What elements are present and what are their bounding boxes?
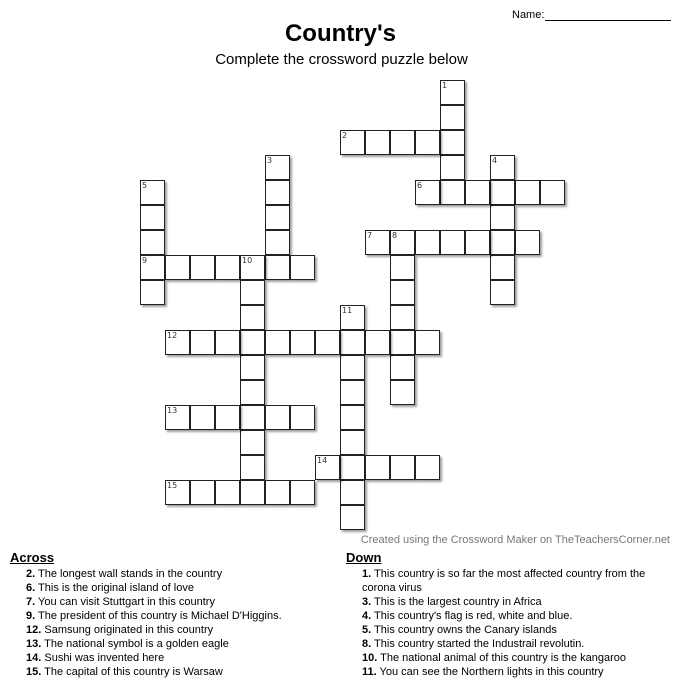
grid-cell[interactable] (140, 280, 165, 305)
across-clue-number: 13. (26, 638, 42, 650)
name-label: Name: (512, 9, 545, 21)
grid-cell[interactable] (490, 205, 515, 230)
grid-cell[interactable] (440, 155, 465, 180)
across-clue (10, 651, 330, 665)
clue-number-label: 8 (392, 231, 398, 240)
across-clue (10, 665, 330, 679)
clue-number-label: 14 (317, 456, 328, 465)
clue-number-label: 3 (267, 156, 273, 165)
across-heading: Across (10, 550, 55, 565)
down-clue-number: 11. (362, 666, 377, 678)
grid-cell[interactable] (140, 205, 165, 230)
down-clue (346, 609, 676, 623)
clue-number-label: 1 (442, 81, 448, 90)
grid-cell[interactable] (240, 330, 265, 355)
down-clue-number: 4. (362, 610, 372, 622)
down-clue-number: 5. (362, 624, 372, 636)
grid-cell[interactable] (365, 330, 390, 355)
across-clue-text: This is the original island of love (38, 582, 194, 594)
grid-cell[interactable] (140, 230, 165, 255)
clue-number-label: 2 (342, 131, 348, 140)
grid-cell[interactable] (265, 480, 290, 505)
across-clue-number: 9. (26, 610, 36, 622)
down-clue-text: This country is so far the most affected country from the corona virus (362, 568, 646, 594)
grid-cell[interactable] (290, 480, 315, 505)
down-clue (346, 637, 676, 651)
grid-cell[interactable] (465, 230, 490, 255)
across-clue (10, 609, 330, 623)
clue-number-label: 15 (167, 481, 178, 490)
clue-number-label: 10 (242, 256, 253, 265)
grid-cell[interactable] (365, 130, 390, 155)
grid-cell[interactable] (315, 330, 340, 355)
across-clue-text: The president of this country is Michael D'Higgins. (38, 610, 282, 622)
grid-cell[interactable] (365, 455, 390, 480)
grid-cell[interactable] (240, 380, 265, 405)
grid-cell[interactable] (465, 180, 490, 205)
grid-cell[interactable] (390, 380, 415, 405)
grid-cell[interactable] (265, 230, 290, 255)
across-clue-number: 2. (26, 568, 36, 580)
grid-cell[interactable] (390, 330, 415, 355)
down-clue (346, 665, 676, 679)
across-clue-number: 14. (26, 652, 42, 664)
grid-cell[interactable] (240, 280, 265, 305)
grid-cell[interactable] (515, 180, 540, 205)
grid-cell[interactable] (265, 330, 290, 355)
grid-cell[interactable] (340, 430, 365, 455)
grid-cell[interactable] (540, 180, 565, 205)
credit-text: Created using the Crossword Maker on TheTeachersCorner.net (360, 534, 670, 546)
down-clue-text: The national animal of this country is the kangaroo (380, 652, 626, 664)
down-clue (346, 623, 676, 637)
grid-cell[interactable] (390, 305, 415, 330)
grid-cell[interactable] (290, 405, 315, 430)
grid-cell[interactable] (190, 480, 215, 505)
grid-cell[interactable] (265, 180, 290, 205)
grid-cell[interactable] (440, 180, 465, 205)
across-clue-text: Samsung originated in this country (44, 624, 214, 636)
grid-cell[interactable] (415, 130, 440, 155)
across-clue-number: 6. (26, 582, 36, 594)
across-clue-number: 12. (26, 624, 42, 636)
grid-cell[interactable] (265, 255, 290, 280)
down-clue-number: 8. (362, 638, 372, 650)
grid-cell[interactable] (240, 480, 265, 505)
grid-cell[interactable] (440, 105, 465, 130)
grid-cell[interactable] (490, 230, 515, 255)
down-clue-text: This country owns the Canary islands (374, 624, 557, 636)
grid-cell[interactable] (290, 330, 315, 355)
grid-cell[interactable] (490, 255, 515, 280)
across-clue-number: 15. (26, 666, 42, 678)
down-clue-number: 3. (362, 596, 372, 608)
grid-cell[interactable] (240, 305, 265, 330)
down-clue-text: You can see the Northern lights in this country (379, 666, 604, 678)
down-clue-number: 10. (362, 652, 378, 664)
across-clue (10, 595, 330, 609)
grid-cell[interactable] (390, 280, 415, 305)
grid-cell[interactable] (515, 230, 540, 255)
across-clue-text: The longest wall stands in the country (38, 568, 223, 580)
grid-cell[interactable] (265, 205, 290, 230)
clue-number-label: 4 (492, 156, 498, 165)
grid-cell[interactable] (215, 255, 240, 280)
across-clue-text: The national symbol is a golden eagle (44, 638, 229, 650)
grid-cell[interactable] (340, 480, 365, 505)
across-clue-text: Sushi was invented here (44, 652, 165, 664)
across-clue (10, 637, 330, 651)
grid-cell[interactable] (390, 130, 415, 155)
grid-cell[interactable] (265, 405, 290, 430)
grid-cell[interactable] (340, 405, 365, 430)
down-clues (346, 550, 676, 679)
grid-cell[interactable] (190, 405, 215, 430)
grid-cell[interactable] (240, 430, 265, 455)
grid-cell[interactable] (240, 405, 265, 430)
grid-cell[interactable] (490, 280, 515, 305)
grid-cell[interactable] (215, 480, 240, 505)
clue-number-label: 11 (342, 306, 353, 315)
grid-cell[interactable] (415, 330, 440, 355)
grid-cell[interactable] (215, 405, 240, 430)
grid-cell[interactable] (340, 455, 365, 480)
across-clue-number: 7. (26, 596, 36, 608)
down-heading: Down (346, 550, 382, 565)
across-clues (10, 550, 330, 679)
grid-cell[interactable] (440, 230, 465, 255)
across-clue-text: The capital of this country is Warsaw (44, 666, 223, 678)
grid-cell[interactable] (290, 255, 315, 280)
grid-cell[interactable] (215, 330, 240, 355)
across-clue-text: You can visit Stuttgart in this country (38, 596, 215, 608)
down-clue-number: 1. (362, 568, 372, 580)
puzzle-subtitle: Complete the crossword puzzle below (215, 51, 468, 68)
grid-cell[interactable] (415, 230, 440, 255)
down-clue-text: This is the largest country in Africa (374, 596, 542, 608)
grid-cell[interactable] (340, 355, 365, 380)
across-clue (10, 567, 330, 581)
clue-number-label: 6 (417, 181, 423, 190)
grid-cell[interactable] (165, 255, 190, 280)
clue-number-label: 12 (167, 331, 178, 340)
clue-number-label: 9 (142, 256, 148, 265)
grid-cell[interactable] (240, 455, 265, 480)
grid-cell[interactable] (340, 330, 365, 355)
across-clue (10, 623, 330, 637)
puzzle-title: Country's (284, 20, 397, 47)
across-clue (10, 581, 330, 595)
grid-cell[interactable] (390, 455, 415, 480)
grid-cell[interactable] (340, 505, 365, 530)
clue-number-label: 7 (367, 231, 373, 240)
down-clue (346, 595, 676, 609)
grid-cell[interactable] (440, 130, 465, 155)
grid-cell[interactable] (190, 255, 215, 280)
grid-cell[interactable] (390, 355, 415, 380)
down-clue-text: This country started the Industrail revolutin. (374, 638, 585, 650)
clue-number-label: 5 (142, 181, 148, 190)
grid-cell[interactable] (340, 380, 365, 405)
grid-cell[interactable] (415, 455, 440, 480)
grid-cell[interactable] (240, 355, 265, 380)
grid-cell[interactable] (190, 330, 215, 355)
grid-cell[interactable] (490, 180, 515, 205)
clue-number-label: 13 (167, 406, 178, 415)
down-clue-text: This country's flag is red, white and blue. (374, 610, 573, 622)
down-clue (346, 567, 676, 595)
grid-cell[interactable] (390, 255, 415, 280)
down-clue (346, 651, 676, 665)
